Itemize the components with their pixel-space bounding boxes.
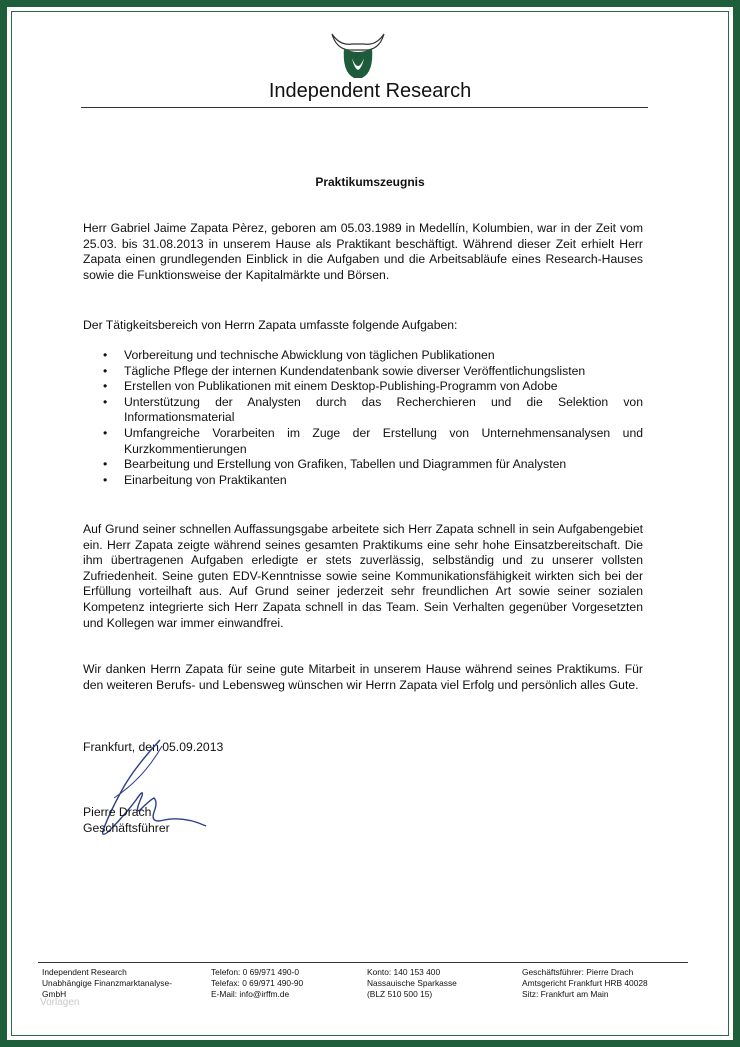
task-text: Bearbeitung und Erstellung von Grafiken, Tabellen und Diagrammen für Analysten — [124, 457, 567, 472]
footer-line: Nassauische Sparkasse — [367, 978, 457, 988]
bullet: • — [103, 348, 108, 362]
assessment-paragraph: Auf Grund seiner schnellen Auffassungsgabe arbeitete sich Herr Zapata schnell in sein Aufgabengebiet ein. Herr Zapata zeigte während seines gesamten Praktikums eine sehr hohe Einsatzbereitschaft. Die ihm übertragenen Aufgaben erledigte er stets zuverlässig, selbständig und zu unserer vollsten Zufriedenheit. Seine guten EDV-Kenntnisse sowie seine Kommunikationsfähigkeit wirkten sich bei der Erfüllung vorteilhaft aus. Auf Grund seiner jederzeit sehr freundlichen Art sowie seiner sozialen Kompetenz integrierte sich Herr Zapata schnell in das Team. Sein Verhalten gegenüber Vorgesetzten und Kollegen war immer einwandfrei. — [83, 522, 643, 630]
document-title: Praktikumszeugnis — [315, 175, 425, 189]
footer-registry — [522, 967, 692, 1000]
list-item — [83, 348, 643, 364]
company-name: Independent Research — [268, 80, 472, 102]
bullet: • — [103, 457, 108, 472]
footer-bank — [367, 967, 517, 1000]
footer-line: E-Mail: info@irffm.de — [211, 989, 290, 999]
intro-paragraph: Herr Gabriel Jaime Zapata Pèrez, geboren am 05.03.1989 in Medellín, Kolumbien, war in der Zeit vom 25.03. bis 31.08.2013 in unserem Hause als Praktikant beschäftigt. Während dieser Zeit erhielt Herr Zapata einen grundlegenden Einblick in die Aufgaben und die Arbeitsabläufe eines Research-Hauses sowie die Funktionsweise der Kapitalmärkte und Börsen. — [83, 221, 643, 282]
header-rule — [81, 107, 648, 108]
list-item — [83, 426, 643, 457]
footer-contact — [211, 967, 361, 1000]
footer-line: Geschäftsführer: Pierre Drach — [522, 967, 634, 977]
list-item — [83, 473, 643, 489]
closing-paragraph: Wir danken Herrn Zapata für seine gute Mitarbeit in unserem Hause während seines Praktikums. Für den weiteren Berufs- und Lebensweg wünschen wir Herrn Zapata viel Erfolg und persönlich alles Gute. — [83, 662, 643, 692]
task-text: Erstellen von Publikationen mit einem Desktop-Publishing-Programm von Adobe — [124, 379, 558, 394]
list-item — [83, 364, 643, 380]
bullet: • — [103, 379, 108, 394]
footer-line: Konto: 140 153 400 — [367, 967, 441, 977]
task-text: Einarbeitung von Praktikanten — [124, 472, 287, 487]
footer-line: Sitz: Frankfurt am Main — [522, 989, 609, 999]
footer-line: (BLZ 510 500 15) — [367, 989, 433, 999]
place-date: Frankfurt, den 05.09.2013 — [83, 740, 224, 754]
footer-line: Independent Research — [42, 967, 127, 977]
footer-line: GmbH — [42, 989, 67, 999]
footer-line: Telefon: 0 69/971 490-0 — [211, 967, 300, 977]
bull-head-icon — [328, 28, 388, 80]
signer-block — [83, 805, 170, 836]
bullet: • — [103, 425, 108, 440]
list-item — [83, 457, 643, 473]
tasks-intro: Der Tätigkeitsbereich von Herrn Zapata umfasste folgende Aufgaben: — [83, 318, 458, 332]
task-text: Vorbereitung und technische Abwicklung von täglichen Publikationen — [124, 348, 495, 362]
footer-line: Telefax: 0 69/971 490-90 — [211, 978, 304, 988]
bullet: • — [103, 363, 108, 378]
footer-rule — [38, 962, 688, 963]
footer-line: Unabhängige Finanzmarktanalyse- — [42, 978, 172, 988]
watermark: Vorlagen — [40, 997, 80, 1008]
signer-name: Pierre Drach — [83, 805, 152, 819]
footer-line: Amtsgericht Frankfurt HRB 40028 — [522, 978, 648, 988]
signer-role: Geschäftsführer — [83, 820, 170, 835]
bullet: • — [103, 472, 108, 487]
list-item — [83, 379, 643, 395]
task-list — [83, 348, 643, 488]
task-text: Umfangreiche Vorarbeiten im Zuge der Erstellung von Unternehmensanalysen und Kurzkommentierungen — [124, 425, 643, 456]
bullet: • — [103, 394, 108, 409]
list-item — [83, 395, 643, 426]
footer-company — [42, 967, 202, 1000]
task-text: Tägliche Pflege der internen Kundendatenbank sowie diverser Veröffentlichungslisten — [124, 363, 586, 378]
task-text: Unterstützung der Analysten durch das Recherchieren und die Selektion von Informationsmaterial — [124, 394, 643, 425]
